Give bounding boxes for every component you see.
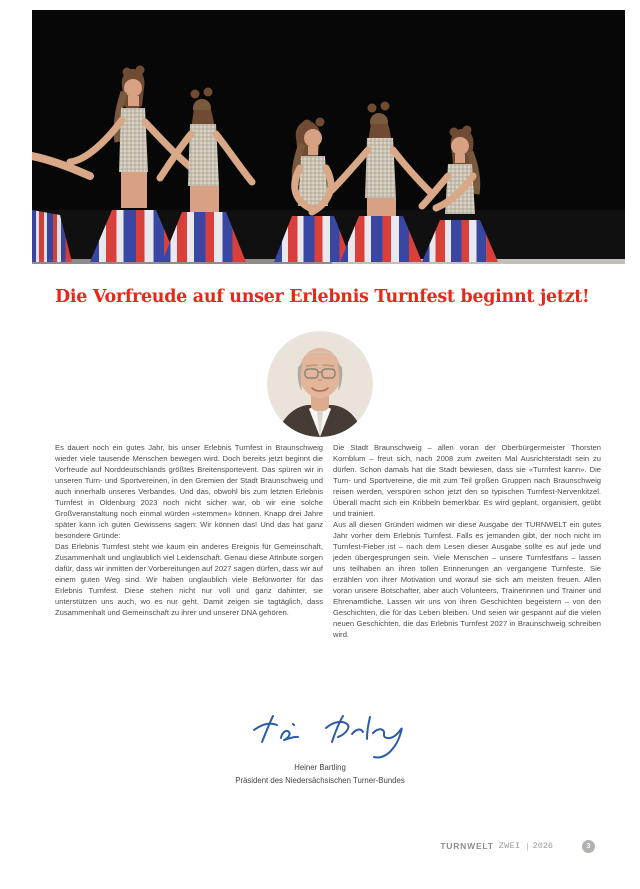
body-paragraph: Aus all diesen Gründen widmen wir diese Ausgabe der TURNWELT ein gutes Jahr vorher dem Erlebnis Turnfest. Falls es jemanden gibt, der noch nicht im Turnfest-Fieber ist – nach dem Lesen dieser Ausgabe sollte es auf jede und jeden übergesprungen sein. Viele Menschen – unsere Turnfestfans – lassen uns teilhaben an ihren tollen Erinnerungen an vergangene Turnfeste. Sie erzählen von ihrer Motivation und worauf sie sich am meisten freuen. Allen voran unsere Botschafter, aber auch Volunteers, Trainerinnen und Trainer und Ehrenamtliche. Lassen wir uns von ihren Geschichten begeistern – von den Geschichten, die für das Leben bleiben. Und seien wir gespannt auf die vielen neuen Geschichten, die das Erlebnis Turnfest 2027 in Braunschweig schreiben wird. bbox=[333, 520, 601, 639]
author-signature bbox=[248, 712, 408, 764]
body-paragraph: Die Stadt Braunschweig – allen voran der Oberbürgermeister Thorsten Kornblum – freut sich, nach 2008 zum zweiten Mal Ausrichterstadt sein zu dürfen. Schon damals hat die Stadt bewiesen, dass sie «Turnfest kann». Die Turn- und Sportvereine, die mit zum Teil großen Gruppen nach Braunschweig reisen werden, verspüren schon jetzt den so typischen Turnfest-Nervenkitzel. Überall macht sich ein Kribbeln bemerkbar. Es wird geplant, organisiert, geübt und trainiert. bbox=[333, 443, 601, 518]
issue-label: ZWEI bbox=[498, 841, 521, 851]
page-footer bbox=[440, 839, 595, 853]
footer-separator: | bbox=[526, 841, 529, 851]
magazine-name: TURNWELT bbox=[440, 841, 494, 851]
author-name: Heiner Bartling bbox=[294, 763, 346, 772]
body-paragraph: Es dauert noch ein gutes Jahr, bis unser Erlebnis Turnfest in Braunschweig wieder viele tausende Menschen bewegen wird. Doch bereits jetzt beginnt die Vorfreude auf Norddeutschlands größtes Breitensportevent. Das spüren wir in unseren Turn- und Sportvereinen, in den Gremien der Stadt Braunschweig und auch innerhalb unseres Verbandes. Und das, obwohl bis zum letzten Erlebnis Turnfest in Oldenburg 2023 noch nicht sicher war, ob wir eine solche Großveranstaltung noch einmal würden «stemmen» können. Knapp drei Jahre später kann ich guten Gewissens sagen: Wir können das! Und das hat ganz besondere Gründe: bbox=[55, 443, 323, 540]
column-left bbox=[55, 442, 323, 640]
stage-photo bbox=[32, 10, 625, 264]
stage-photo-illustration bbox=[32, 10, 625, 264]
body-paragraph: Das Erlebnis Turnfest steht wie kaum ein anderes Ereignis für Gemeinschaft, Zusammenhalt und unglaublich viel Leidenschaft. Genau diese Attribute sorgen dafür, dass wir inmitten der Vorbereitungen auf 2027 sagen dürfen, dass wir auf einem guten Weg sind. Wir haben unglaublich viele Befürworter für das Erlebnis Turnfest. Diese stehen nicht nur voll und ganz dahinter, sie unterstützen uns auch, wo es nur geht. Damit zeigen sie tagtäglich, dass Zusammenhalt und Gemeinschaft zu ihrer und unserer DNA gehören. bbox=[55, 542, 323, 617]
article-headline: Die Vorfreude auf unser Erlebnis Turnfest beginnt jetzt! bbox=[55, 287, 590, 307]
author-title: Präsident des Niedersächsischen Turner-Bundes bbox=[235, 776, 405, 785]
article-body bbox=[55, 442, 601, 640]
author-portrait bbox=[267, 331, 373, 437]
signature-illustration bbox=[248, 712, 408, 764]
column-right bbox=[333, 442, 601, 640]
portrait-illustration bbox=[267, 331, 373, 437]
footer-year: 2026 bbox=[532, 841, 553, 851]
page-number-badge: 3 bbox=[582, 840, 595, 853]
